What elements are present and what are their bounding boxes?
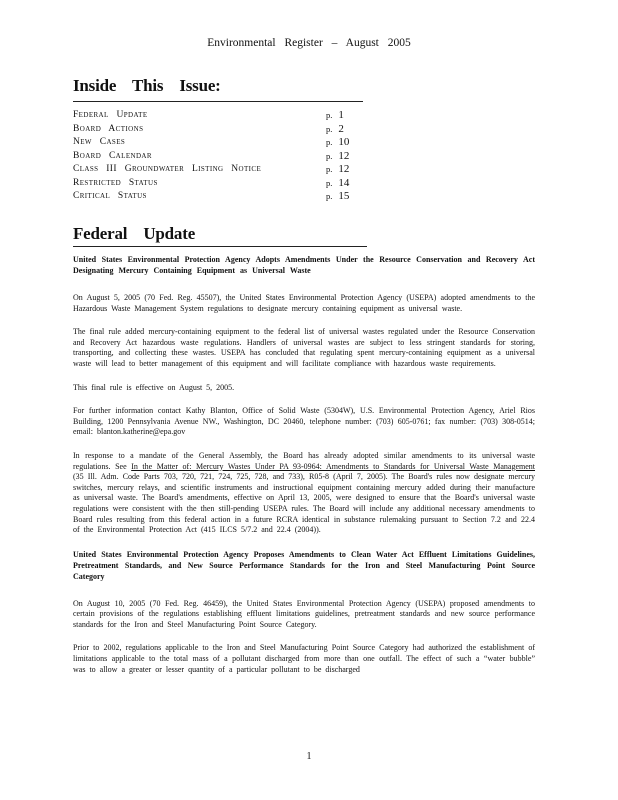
toc-page: 14 [338,176,350,189]
heading-rule [73,246,367,247]
toc-item[interactable] [73,177,353,191]
text-run: In response to a mandate of the General Assembly, the Board has already adopted similar amendments to its universal waste regulations. See [73,450,535,471]
toc-page-prefix: p. [326,110,333,120]
toc-page: 10 [338,136,350,148]
toc-page: 2 [338,122,344,135]
table-of-contents [73,109,353,204]
paragraph [73,451,535,536]
running-head: Environmental Register – August 2005 [207,37,411,49]
toc-item[interactable] [73,123,353,137]
toc-item[interactable] [73,163,353,177]
toc-page-prefix: p. [326,123,333,134]
toc-label: Restricted Status [73,177,158,188]
toc-label: New Cases [73,137,126,147]
toc-page: 1 [338,109,344,121]
inside-this-issue-heading: Inside This Issue: [73,76,221,95]
toc-page-prefix: p. [326,177,333,188]
toc-item[interactable] [73,150,353,164]
toc-item[interactable] [73,136,353,150]
article-headline: United States Environmental Protection Agency Adopts Amendments Under the Resource Conservation and Recovery Act Designating Mercury Containing Equipment as Universal Waste [73,255,535,275]
text-run: (35 Ill. Adm. Code Parts 703, 720, 721, 724, 725, 728, and 733), R05-8 (April 7, 2005). The Board's rules now designate mercury switches, mercury relays, and scientific instruments and instructional equipment containing mercury added during their manufacture as universal waste. The Board's amendments, effective on April 13, 2005, were designed to ensure that the Board's universal waste regulations were consistent with the then still-pending USEPA rules. The Board will include any additional necessary amendments to Board rules resulting from this federal action in a future RCRA identical in substance rulemaking pursuant to Section 7.2 and 22.4 of the Environmental Protection Act (415 ILCS 5/7.2 and 22.4 (2004)). [73,472,535,535]
federal-update-heading: Federal Update [73,224,196,243]
toc-label: Board Calendar [73,150,152,161]
paragraph: Prior to 2002, regulations applicable to the Iron and Steel Manufacturing Point Source Category had authorized the establishment of limitations applicable to the total mass of a pollutant discharged from more than one outfall. The effect of such a “water bubble” was to allow a greater or lesser quantity of a particular pollutant to be discharged [73,643,535,674]
toc-item[interactable] [73,190,353,204]
toc-page-prefix: p. [326,150,333,161]
toc-page-prefix: p. [326,137,333,147]
toc-label: Class III Groundwater Listing Notice [73,164,262,174]
case-citation: In the Matter of: Mercury Wastes Under PA 93-0964: Amendments to Standards for Universal Waste Management [131,461,536,471]
toc-label: Critical Status [73,191,147,201]
article-headline: United States Environmental Protection Agency Proposes Amendments to Clean Water Act Effluent Limitations Guidelines, Pretreatment Standards, and New Source Performance Standards for the Iron and Steel Manufacturing Point Source Category [73,549,535,581]
paragraph: For further information contact Kathy Blanton, Office of Solid Waste (5304W), U.S. Environmental Protection Agency, Ariel Rios Building, 1200 Pennsylvania Avenue NW., Washington, DC 20460, telephone number: (703) 605-0761; fax number: (703) 308-0514; email: blanton.katherine@epa.gov [73,406,535,437]
toc-page: 12 [338,163,350,175]
paragraph: On August 5, 2005 (70 Fed. Reg. 45507), the United States Environmental Protection Agency (USEPA) adopted amendments to the Hazardous Waste Management System regulations to designate mercury containing equipment as universal waste. [73,293,535,313]
toc-label: Federal Update [73,110,148,120]
toc-page-prefix: p. [326,164,333,174]
paragraph: The final rule added mercury-containing equipment to the federal list of universal wastes regulated under the Resource Conservation and Recovery Act hazardous waste regulations. Handlers of universal wastes are subject to less stringent standards for storing, transporting, and collecting these wastes. USEPA has concluded that regulating spent mercury-containing equipment as a universal waste will lead to better management of this equipment and will facilitate compliance with hazardous waste requirements. [73,327,535,368]
paragraph: On August 10, 2005 (70 Fed. Reg. 46459), the United States Environmental Protection Agency (USEPA) proposed amendments to certain provisions of the regulations establishing effluent limitations guidelines, pretreatment standards and new source performance standards for the Iron and Steel Manufacturing Point Source Category. [73,598,535,629]
toc-item[interactable] [73,109,353,123]
heading-rule [73,101,363,102]
article-body [73,254,535,688]
page-number: 1 [306,751,312,762]
toc-page: 12 [338,149,350,162]
toc-label: Board Actions [73,123,144,134]
toc-page: 15 [338,190,350,202]
toc-page-prefix: p. [326,191,333,201]
paragraph: This final rule is effective on August 5, 2005. [73,382,235,392]
